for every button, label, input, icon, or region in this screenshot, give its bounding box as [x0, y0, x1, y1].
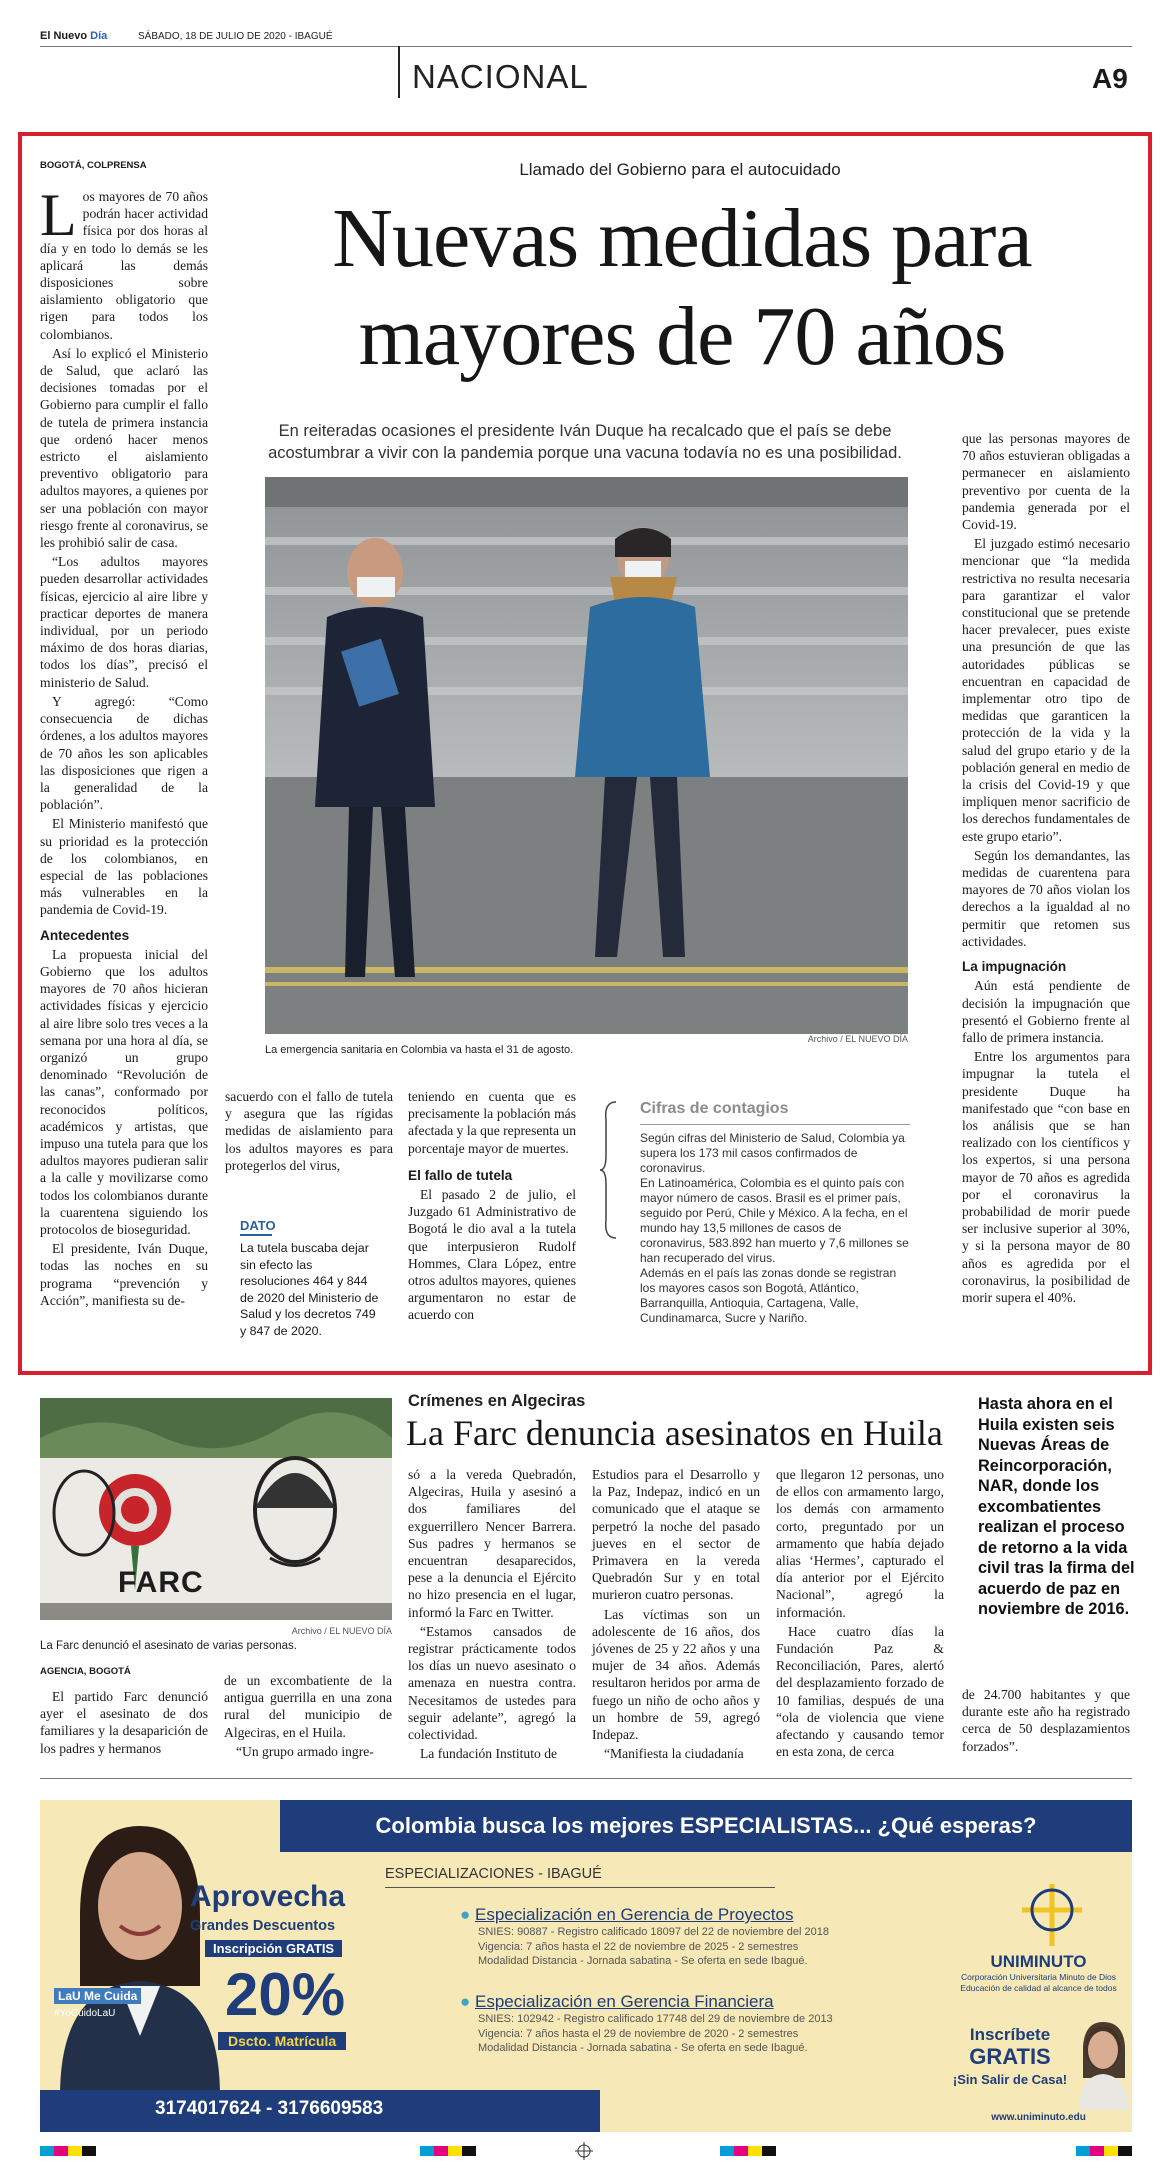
program-title: Especialización en Gerencia Financiera — [475, 1992, 774, 2011]
farc-column-2 — [224, 1672, 392, 1762]
main-headline — [222, 190, 1142, 386]
header-rule — [40, 46, 1132, 47]
paragraph: El partido Farc denunció ayer el asesinato de dos familiares y la desaparición de los padres y hermanos — [40, 1689, 208, 1756]
paragraph: Entre los argumentos para impugnar la tutela el presidente Duque ha manifestado que “con base en los análisis que se han realizado con los científicos y los expertos, si una persona mayor de 70 años es agredida por el coronavirus la probabilidad de morir puede ser inclusive superior al 30%, y si la persona mayor de 80 años es agredida por el coronavirus, la posibilidad de morir supera el 40%. — [962, 1049, 1130, 1305]
main-kicker: Llamado del Gobierno para el autocuidado — [519, 160, 841, 179]
program-line: Vigencia: 7 años hasta el 29 de noviembre de 2020 - 2 semestres — [478, 2027, 799, 2040]
cifras-box — [640, 1100, 910, 1326]
brace-icon — [598, 1100, 620, 1240]
dato-label: DATO — [240, 1218, 276, 1233]
farc-column-3 — [408, 1466, 576, 1764]
paragraph: Estudios para el Desarrollo y la Paz, Indepaz, indicó en un comunicado que el ataque se perpetró la noche del pasado jueves en el sector de Primavera en la vereda Quebradón Sur y en total murieron cuatro personas. — [592, 1467, 760, 1603]
main-column-5 — [962, 430, 1130, 1308]
section-bar — [398, 46, 400, 98]
header-date: SÁBADO, 18 DE JULIO DE 2020 - IBAGUÉ — [138, 31, 333, 42]
bullet-icon: ● — [460, 1992, 471, 2011]
paragraph: “Los adultos mayores pueden desarrollar actividades físicas, ejercicio al aire libre y practicar deportes de manera individual, por un periodo máximo de dos horas diarias, todos los días”, precisó el ministerio de Salud. — [40, 554, 208, 690]
paragraph: Las víctimas son un adolescente de 16 años, dos jóvenes de 25 y 22 años y una mujer de 34 años. Además resultaron heridos por arma de fuego un niño de ocho años y un hombre de 59, agregó Indepaz. — [592, 1606, 760, 1743]
paragraph: Y agregó: “Como consecuencia de dichas órdenes, a los adultos mayores de 70 años les son aplicables las disposiciones que rigen a la generalidad de la población”. — [40, 693, 208, 813]
paragraph: que las personas mayores de 70 años estuvieran obligadas a permanecer en aislamiento preventivo por cuenta de la pandemia generada por el Covid-19. — [962, 431, 1130, 533]
cifras-paragraph: En Latinoamérica, Colombia es el quinto país con mayor número de casos. Brasil es el primer país, seguido por Perú, Chile y México. A la fecha, en el mundo hay 13,5 millones de casos de coronavirus, 583.892 han muerto y 7,6 millones se han recuperado del virus. — [640, 1176, 909, 1265]
paragraph: teniendo en cuenta que es precisamente la población más afectada y la que representa un porcentaje mayor de muertes. — [408, 1089, 576, 1156]
paragraph: “Manifiesta la ciudadanía — [604, 1746, 744, 1762]
registration-mark-icon — [575, 2142, 593, 2160]
cifras-rule — [640, 1124, 910, 1125]
farc-photo — [40, 1398, 392, 1620]
ad-uni-name: UNIMINUTO — [990, 1952, 1087, 1971]
ad-subhead: ESPECIALIZACIONES - IBAGUÉ — [385, 1866, 602, 1882]
mural-text: FARC — [118, 1566, 204, 1599]
ad-url: www.uniminuto.edu — [991, 2112, 1086, 2123]
paragraph: El pasado 2 de julio, el Juzgado 61 Administrativo de Bogotá le dio aval a la tutela que interpusieron Rudolf Hommes, Clara López, entre otros adultos mayores, quienes argumentaron no estar de acuerdo con — [408, 1187, 576, 1323]
cifras-paragraph: Además en el país las zonas donde se registran los mayores casos son Bogotá, Atlántico, Barranquilla, Antioquia, Cartagena, Valle, Cundinamarca, Sucre y Nariño. — [640, 1266, 897, 1325]
paragraph: El presidente, Iván Duque, todas las noches en su programa “prevención y Acción”, manifiesta su de- — [40, 1241, 208, 1308]
program-line: SNIES: 90887 - Registro calificado 18097 del 22 de noviembre del 2018 — [478, 1926, 830, 1938]
ad-percent: 20% — [225, 1961, 346, 2028]
paragraph: sacuerdo con el fallo de tutela y asegura que las rígidas medidas de aislamiento para los adultos mayores es para protegerlos del virus, — [225, 1089, 393, 1173]
ad-aprovecha: Aprovecha — [190, 1880, 346, 1913]
subheading: El fallo de tutela — [408, 1167, 513, 1183]
cifras-paragraph: Según cifras del Ministerio de Salud, Colombia ya supera los 173 mil casos confirmados de coronavirus. — [640, 1131, 905, 1175]
ad-student-photo — [1075, 2018, 1132, 2110]
farc-photo-caption: La Farc denunció el asesinato de varias personas. — [40, 1640, 297, 1652]
ad-uni-sub2: Educación de calidad al alcance de todos — [960, 1983, 1117, 1993]
paragraph: El juzgado estimó necesario mencionar que “la medida restrictiva no resulta necesaria para garantizar el valor constitucional que se pretende hacer prevalecer, pues existe una presunción de que las autoridades públicas se encuentran en capacidad de implementar otro tipo de medidas que garanticen la protección de la vida y la salud del grupo etario y de la población general en medio de la crisis del Covid-19 y que impliquen menor sacrificio de los derechos fundamentales de este grupo etario”. — [962, 536, 1130, 844]
program-line: Modalidad Distancia - Jornada sabatina - Se oferta en sede Ibagué. — [478, 1955, 808, 1967]
dato-text: La tutela buscaba dejar sin efecto las resoluciones 464 y 844 de 2020 del Ministerio de Salud y los decretos 749 y 847 de 2020. — [240, 1241, 379, 1338]
paragraph: de 24.700 habitantes y que durante este año ha registrado cerca de 50 desplazamientos forzados”. — [962, 1687, 1130, 1754]
ad-hashtag: #YoCuidoLaU — [54, 2008, 116, 2019]
ad-program-1 — [460, 1905, 980, 1969]
farc-headline: La Farc denuncia asesinatos en Huila — [406, 1413, 943, 1453]
section-title: NACIONAL — [412, 58, 589, 95]
masthead-brand — [40, 30, 107, 42]
paragraph: Así lo explicó el Ministerio de Salud, que aclaró las decisiones tomadas por el Gobierno para cumplir el fallo de tutela de primera instancia que ordenó hacer menos estricto el aislamiento preventivo obligatorio para adultos mayores, a quienes por ser una población con mayor riesgo frente al coronavirus, se les prohibió salir de casa. — [40, 345, 208, 551]
farc-photo-credit: Archivo / EL NUEVO DÍA — [291, 1626, 392, 1636]
paragraph: Según los demandantes, las medidas de cuarentena para mayores de 70 años violan los derechos a la igualdad al no permitir que retomen sus actividades. — [962, 847, 1130, 949]
ad-dscto: Dscto. Matrícula — [218, 2032, 346, 2050]
ad-gratis: GRATIS — [969, 2044, 1051, 2069]
main-column-1 — [40, 182, 208, 1311]
paragraph: que llegaron 12 personas, uno de ellos con armamento largo, los demás con armamento corto, preguntado por un armamento que había dejado alias ‘Hermes’, capturado el día anterior por el Ejército Nacional”, agregó la información. — [776, 1467, 944, 1620]
ad-separator — [40, 1778, 1132, 1779]
ad-subhead-rule — [385, 1887, 775, 1888]
paragraph: Hace cuatro días la Fundación Paz & Reconciliación, Pares, alertó del desplazamiento forzado de 10 familias, después de una “ola de violencia que viene afectando y causando temor en esta zona, de cerca — [776, 1623, 944, 1760]
paragraph: La propuesta inicial del Gobierno que los adultos mayores de 70 años hicieran actividades físicas y ejercicio al aire libre solo tres veces a la semana por una hora al día, se organizó un grupo denominado “Revolución de las canas”, conformado por reconocidos políticos, académicos y artistas, que impuso una tutela para que los adultos mayores pudieran salir a la calle y movilizarse como todos los colombianos durante la cuarentena siguiendo los protocolos de bioseguridad. — [40, 946, 208, 1237]
farc-pull-quote: Hasta ahora en el Huila existen seis Nuevas Áreas de Reincorporación, NAR, donde los excombatientes realizan el proceso de retorno a la vida civil tras la firma del acuerdo de paz en noviembre de 2016. — [978, 1395, 1135, 1618]
paragraph: só a la vereda Quebradón, Algeciras, Huila y asesinó a dos familiares del exguerrillero Nencer Barrera. Sus padres y hermanos se encuentran desaparecidos, pese a la denuncia el Ejército no hizo presencia en el lugar, informó la Farc en Twitter. — [408, 1467, 576, 1620]
paragraph: La fundación Instituto de — [420, 1746, 558, 1762]
main-photo — [265, 477, 908, 1034]
farc-column-1 — [40, 1688, 208, 1759]
ad-descuentos: Grandes Descuentos — [190, 1918, 336, 1934]
ad-inscribete: Inscríbete — [969, 2025, 1051, 2044]
paragraph: Aún está pendiente de decisión la impugnación que presentó el Gobierno frente al fallo de primera instancia. — [962, 978, 1130, 1045]
brand-part-1: El Nuevo — [40, 30, 91, 42]
uniminuto-logo-icon — [992, 1880, 1112, 1950]
dato-box — [240, 1218, 380, 1339]
paragraph: El Ministerio manifestó que su prioridad es la protección de los colombianos, en especial de las poblaciones más vulnerables en la pandemia de Covid-19. — [40, 816, 208, 918]
drop-cap: L — [40, 182, 77, 248]
ad-uni-sub1: Corporación Universitaria Minuto de Dios — [961, 1972, 1116, 1982]
paragraph: os mayores de 70 años podrán hacer actividad física por dos horas al día y en todo lo demás se les aplicará las demás disposiciones sobre aislamiento obligatorio que rigen para todos los colombianos. — [40, 189, 208, 342]
paragraph: “Estamos cansados de registrar prácticamente todos los días un nuevo asesinato o amenaza en nuestra contra. Necesitamos de ustedes para seguir adelante”, agregó la colectividad. — [408, 1623, 576, 1743]
farc-kicker: Crímenes en Algeciras — [408, 1392, 586, 1410]
paragraph: de un excombatiente de la antigua guerrilla en una zona rural del municipio de Algeciras, en el Huila. — [224, 1673, 392, 1740]
farc-column-5 — [776, 1466, 944, 1762]
main-deck — [235, 420, 935, 464]
main-column-2 — [225, 1088, 393, 1176]
ad-inscripcion: Inscripción GRATIS — [205, 1940, 342, 1957]
cifras-title: Cifras de contagios — [640, 1100, 789, 1117]
program-title: Especialización en Gerencia de Proyectos — [475, 1905, 794, 1924]
elderly-couple-photo — [265, 477, 908, 1034]
farc-column-4 — [592, 1466, 760, 1764]
farc-mural-photo — [40, 1398, 392, 1620]
main-photo-caption: La emergencia sanitaria en Colombia va hasta el 31 de agosto. — [265, 1044, 574, 1056]
ad-phones: 3174017624 - 3176609583 — [155, 2098, 384, 2119]
page-number: A9 — [1092, 63, 1128, 94]
brand-part-2: Día — [90, 30, 108, 42]
subheading: La impugnación — [962, 959, 1067, 975]
main-dateline: BOGOTÁ, COLPRENSA — [40, 160, 147, 171]
subheading: Antecedentes — [40, 927, 130, 943]
cifras-body — [640, 1131, 910, 1326]
main-column-3 — [408, 1088, 576, 1326]
uniminuto-ad — [40, 1800, 1132, 2132]
ad-small-logo: LaU Me Cuida — [54, 1988, 141, 2004]
farc-column-6 — [962, 1686, 1130, 1757]
main-photo-credit: Archivo / EL NUEVO DÍA — [807, 1034, 908, 1044]
program-line: Vigencia: 7 años hasta el 22 de noviembre de 2025 - 2 semestres — [478, 1940, 799, 1953]
program-line: SNIES: 102942 - Registro calificado 17748 del 29 de noviembre de 2013 — [478, 2013, 833, 2025]
ad-banner: Colombia busca los mejores ESPECIALISTAS... ¿Qué esperas? — [375, 1813, 1037, 1838]
headline-line-2: mayores de 70 años — [358, 290, 1006, 383]
bullet-icon: ● — [460, 1905, 471, 1924]
farc-dateline: AGENCIA, BOGOTÁ — [40, 1666, 131, 1677]
deck-line-1: En reiteradas ocasiones el presidente Iván Duque ha recalcado que el país se debe — [278, 422, 892, 440]
headline-line-1: Nuevas medidas para — [332, 192, 1032, 285]
program-line: Modalidad Distancia - Jornada sabatina - Se oferta en sede Ibagué. — [478, 2042, 808, 2054]
ad-program-2 — [460, 1992, 980, 2056]
ad-sin-salir: ¡Sin Salir de Casa! — [952, 2072, 1068, 2087]
dato-rule — [240, 1234, 272, 1236]
paragraph: “Un grupo armado ingre- — [236, 1743, 374, 1759]
deck-line-2: acostumbrar a vivir con la pandemia porque una vacuna todavía no es una posibilidad. — [268, 444, 902, 462]
